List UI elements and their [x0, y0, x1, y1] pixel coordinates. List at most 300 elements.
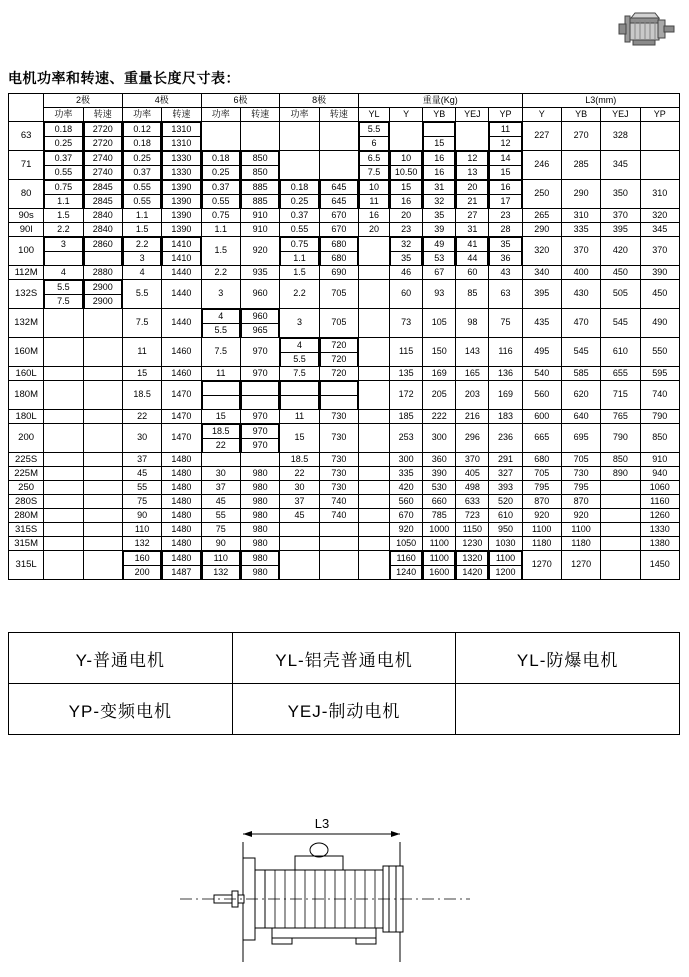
cell-l3-yb: 920 — [561, 509, 600, 523]
cell-speed-4pole: 1470 — [162, 424, 201, 453]
cell-weight-yp: 950 — [489, 523, 522, 537]
cell-l3-yb: 1100 — [561, 523, 600, 537]
cell-weight-yej-sub: 1420 — [457, 566, 488, 580]
cell-weight-yej-sub: 21 — [457, 195, 488, 209]
cell-l3-yb: 310 — [561, 209, 600, 223]
cell-power-4pole: 110 — [122, 523, 161, 537]
cell-l3-y: 560 — [522, 381, 561, 410]
cell-power-4pole: 15 — [122, 367, 161, 381]
cell-l3-yb: 430 — [561, 280, 600, 309]
table-row — [9, 410, 680, 424]
cell-l3-yp: 370 — [640, 237, 679, 266]
cell-power-4pole: 90 — [122, 509, 161, 523]
sub-header-speed-2: 转速 — [83, 108, 122, 122]
cell-power-4pole-sub: 0.25 — [123, 152, 160, 166]
cell-power-6pole — [201, 122, 240, 151]
cell-weight-yb-sub: 16 — [424, 152, 455, 166]
cell-speed-2pole — [83, 280, 122, 309]
cell-power-8pole — [280, 551, 319, 580]
sub-header-weight-yl: YL — [359, 108, 390, 122]
cell-power-4pole-sub: 0.55 — [123, 181, 160, 195]
cell-speed-2pole — [83, 551, 122, 580]
table-body — [9, 122, 680, 580]
cell-speed-2pole — [83, 467, 122, 481]
cell-weight-yl-sub: 10 — [360, 181, 389, 195]
cell-weight-yp: 43 — [489, 266, 522, 280]
cell-weight-yp: 75 — [489, 309, 522, 338]
cell-l3-yb: 640 — [561, 410, 600, 424]
table-row — [9, 180, 680, 209]
cell-power-8pole — [280, 523, 319, 537]
legend-row — [9, 633, 680, 684]
cell-weight-yp: 183 — [489, 410, 522, 424]
sub-header-weight-yp: YP — [489, 108, 522, 122]
cell-speed-6pole — [240, 180, 279, 209]
cell-speed-8pole-sub — [320, 396, 357, 410]
cell-speed-4pole-sub: 1310 — [163, 137, 200, 151]
cell-power-2pole: 1.5 — [44, 209, 83, 223]
cell-speed-2pole-sub — [84, 252, 121, 266]
cell-l3-yej — [601, 551, 640, 580]
cell-speed-8pole-sub: 680 — [320, 252, 357, 266]
cell-speed-4pole-sub: 1487 — [163, 566, 200, 580]
cell-speed-4pole: 1480 — [162, 453, 201, 467]
cell-weight-y-sub: 15 — [391, 181, 422, 195]
cell-power-2pole — [44, 495, 83, 509]
cell-weight-yl — [359, 453, 390, 467]
cell-weight-yl — [359, 151, 390, 180]
cell-weight-yp: 136 — [489, 367, 522, 381]
table-row — [9, 509, 680, 523]
cell-speed-4pole — [162, 551, 201, 580]
cell-weight-yej-sub: 20 — [457, 181, 488, 195]
cell-weight-yej: 216 — [456, 410, 489, 424]
cell-l3-yp: 1450 — [640, 551, 679, 580]
cell-weight-yl — [359, 410, 390, 424]
cell-speed-6pole: 920 — [240, 237, 279, 266]
cell-l3-yb: 545 — [561, 338, 600, 367]
table-row — [9, 381, 680, 410]
cell-speed-6pole-sub: 885 — [241, 181, 278, 195]
frame-size-cell: 112M — [9, 266, 44, 280]
cell-weight-yb-sub: 32 — [424, 195, 455, 209]
cell-power-2pole — [44, 180, 83, 209]
cell-speed-8pole — [319, 237, 358, 266]
cell-speed-8pole — [319, 151, 358, 180]
cell-weight-yl-sub: 6 — [360, 137, 389, 151]
cell-weight-yl — [359, 424, 390, 453]
spec-table — [8, 93, 680, 580]
cell-power-2pole: 2.2 — [44, 223, 83, 237]
frame-size-cell: 80 — [9, 180, 44, 209]
frame-size-cell: 280M — [9, 509, 44, 523]
cell-speed-6pole: 980 — [240, 495, 279, 509]
cell-weight-yej: 405 — [456, 467, 489, 481]
cell-speed-4pole: 1480 — [162, 537, 201, 551]
cell-speed-4pole-sub: 1390 — [163, 181, 200, 195]
cell-speed-4pole: 1440 — [162, 280, 201, 309]
cell-power-8pole-sub: 0.25 — [281, 195, 318, 209]
legend-cell-empty — [456, 684, 680, 735]
sub-header-weight-yb: YB — [423, 108, 456, 122]
cell-weight-yej: 27 — [456, 209, 489, 223]
cell-weight-yb: 222 — [423, 410, 456, 424]
group-header-l3: L3(mm) — [522, 94, 679, 108]
cell-weight-yb: 785 — [423, 509, 456, 523]
cell-speed-2pole — [83, 453, 122, 467]
cell-l3-yp: 910 — [640, 453, 679, 467]
cell-speed-6pole — [240, 122, 279, 151]
cell-l3-yej — [601, 509, 640, 523]
cell-weight-yp-sub: 14 — [490, 152, 521, 166]
cell-weight-y: 253 — [390, 424, 423, 453]
cell-weight-yb — [423, 122, 456, 151]
table-row — [9, 209, 680, 223]
cell-speed-6pole — [240, 309, 279, 338]
table-row — [9, 237, 680, 266]
cell-power-2pole — [44, 381, 83, 410]
cell-weight-yej — [456, 180, 489, 209]
frame-size-cell: 225M — [9, 467, 44, 481]
table-row — [9, 151, 680, 180]
motor-drawing — [0, 812, 689, 972]
cell-speed-6pole: 960 — [240, 280, 279, 309]
cell-weight-yej-sub: 44 — [457, 252, 488, 266]
cell-l3-yp: 740 — [640, 381, 679, 410]
cell-l3-yb: 285 — [561, 151, 600, 180]
cell-speed-4pole-sub: 1390 — [163, 195, 200, 209]
cell-speed-6pole: 970 — [240, 367, 279, 381]
table-row — [9, 537, 680, 551]
cell-speed-4pole: 1460 — [162, 338, 201, 367]
cell-weight-yp: 169 — [489, 381, 522, 410]
cell-weight-yb: 150 — [423, 338, 456, 367]
cell-l3-yej: 545 — [601, 309, 640, 338]
cell-weight-yp-sub: 35 — [490, 238, 521, 252]
cell-speed-6pole-sub: 970 — [241, 439, 278, 453]
cell-l3-yb: 730 — [561, 467, 600, 481]
legend-table — [8, 632, 680, 735]
cell-l3-y: 227 — [522, 122, 561, 151]
cell-speed-8pole — [319, 180, 358, 209]
cell-l3-yej — [601, 523, 640, 537]
cell-weight-y — [390, 237, 423, 266]
sub-header-power-2: 功率 — [44, 108, 83, 122]
cell-weight-yb: 360 — [423, 453, 456, 467]
cell-l3-yb: 585 — [561, 367, 600, 381]
cell-power-2pole-sub: 0.37 — [45, 152, 82, 166]
cell-weight-yb-sub: 1100 — [424, 552, 455, 566]
cell-speed-6pole — [240, 381, 279, 410]
cell-power-8pole: 7.5 — [280, 367, 319, 381]
cell-weight-yb: 205 — [423, 381, 456, 410]
cell-weight-y-sub: 10.50 — [391, 166, 422, 180]
cell-power-2pole — [44, 467, 83, 481]
dimension-label-l3: L3 — [314, 816, 330, 831]
cell-weight-yp: 1030 — [489, 537, 522, 551]
table-row — [9, 551, 680, 580]
cell-power-4pole-sub: 0.55 — [123, 195, 160, 209]
sub-header-speed-8: 转速 — [319, 108, 358, 122]
cell-weight-yb-sub: 53 — [424, 252, 455, 266]
cell-l3-y: 1100 — [522, 523, 561, 537]
cell-weight-yl — [359, 237, 390, 266]
cell-weight-yl — [359, 537, 390, 551]
cell-power-4pole: 30 — [122, 424, 161, 453]
legend-cell-yl-alu: YL-铝壳普通电机 — [232, 633, 456, 684]
cell-weight-yl — [359, 367, 390, 381]
cell-weight-yl — [359, 467, 390, 481]
cell-power-4pole: 37 — [122, 453, 161, 467]
cell-power-2pole — [44, 523, 83, 537]
cell-l3-yej — [601, 537, 640, 551]
cell-power-8pole: 0.55 — [280, 223, 319, 237]
cell-l3-yej: 450 — [601, 266, 640, 280]
cell-weight-yp: 236 — [489, 424, 522, 453]
cell-power-2pole-sub: 0.25 — [45, 137, 82, 151]
cell-weight-yej: 31 — [456, 223, 489, 237]
cell-power-4pole: 75 — [122, 495, 161, 509]
cell-power-6pole: 1.5 — [201, 237, 240, 266]
cell-speed-8pole: 690 — [319, 266, 358, 280]
cell-weight-yej-sub: 1320 — [457, 552, 488, 566]
cell-power-8pole — [280, 151, 319, 180]
cell-l3-y: 290 — [522, 223, 561, 237]
frame-size-cell: 180L — [9, 410, 44, 424]
cell-power-6pole — [201, 180, 240, 209]
cell-power-4pole: 132 — [122, 537, 161, 551]
cell-speed-8pole: 670 — [319, 209, 358, 223]
cell-speed-6pole-sub: 965 — [241, 324, 278, 338]
cell-speed-2pole — [83, 338, 122, 367]
cell-power-2pole-sub: 5.5 — [45, 281, 82, 295]
cell-l3-yej: 505 — [601, 280, 640, 309]
cell-weight-y: 1050 — [390, 537, 423, 551]
cell-speed-2pole — [83, 509, 122, 523]
cell-weight-yej-sub: 12 — [457, 152, 488, 166]
cell-power-6pole-sub: 0.37 — [202, 181, 239, 195]
cell-l3-yb: 870 — [561, 495, 600, 509]
cell-speed-6pole: 970 — [240, 410, 279, 424]
cell-weight-yl — [359, 338, 390, 367]
cell-speed-6pole: 980 — [240, 509, 279, 523]
cell-weight-yl — [359, 266, 390, 280]
cell-weight-yl — [359, 122, 390, 151]
cell-power-8pole — [280, 180, 319, 209]
cell-weight-yp: 291 — [489, 453, 522, 467]
cell-l3-yej: 715 — [601, 381, 640, 410]
cell-power-8pole-sub: 4 — [281, 339, 318, 353]
cell-weight-yl — [359, 523, 390, 537]
cell-weight-yl-sub: 5.5 — [360, 123, 389, 137]
cell-power-8pole: 2.2 — [280, 280, 319, 309]
cell-l3-y: 680 — [522, 453, 561, 467]
cell-weight-y: 23 — [390, 223, 423, 237]
cell-power-8pole-sub: 0.18 — [281, 181, 318, 195]
cell-weight-yej-sub: 41 — [457, 238, 488, 252]
cell-weight-yb-sub: 31 — [424, 181, 455, 195]
cell-speed-8pole: 720 — [319, 367, 358, 381]
cell-power-4pole: 18.5 — [122, 381, 161, 410]
cell-speed-4pole-sub: 1410 — [163, 238, 200, 252]
cell-power-6pole — [201, 381, 240, 410]
cell-speed-2pole — [83, 537, 122, 551]
cell-l3-yp: 850 — [640, 424, 679, 453]
cell-power-8pole-sub: 1.1 — [281, 252, 318, 266]
cell-speed-6pole-sub: 850 — [241, 166, 278, 180]
cell-weight-yl-sub: 6.5 — [360, 152, 389, 166]
cell-l3-yp: 595 — [640, 367, 679, 381]
cell-power-6pole-sub: 0.25 — [202, 166, 239, 180]
frame-size-cell: 280S — [9, 495, 44, 509]
cell-speed-8pole: 705 — [319, 280, 358, 309]
cell-l3-y: 540 — [522, 367, 561, 381]
cell-l3-y: 1270 — [522, 551, 561, 580]
cell-weight-y: 420 — [390, 481, 423, 495]
cell-weight-yb — [423, 237, 456, 266]
cell-l3-yb: 695 — [561, 424, 600, 453]
cell-power-2pole — [44, 481, 83, 495]
cell-power-8pole: 0.37 — [280, 209, 319, 223]
cell-power-6pole-sub: 4 — [202, 310, 239, 324]
cell-weight-yl — [359, 509, 390, 523]
cell-weight-y: 185 — [390, 410, 423, 424]
cell-power-4pole-sub: 3 — [123, 252, 160, 266]
cell-power-6pole — [201, 453, 240, 467]
cell-power-4pole-sub: 0.18 — [123, 137, 160, 151]
cell-power-2pole-sub: 0.18 — [45, 123, 82, 137]
cell-power-6pole: 3 — [201, 280, 240, 309]
cell-speed-2pole — [83, 309, 122, 338]
cell-power-4pole — [122, 237, 161, 266]
sub-header-l3-yp: YP — [640, 108, 679, 122]
cell-weight-yp-sub: 12 — [490, 137, 521, 151]
cell-weight-yej: 98 — [456, 309, 489, 338]
cell-l3-yej: 420 — [601, 237, 640, 266]
cell-power-6pole: 37 — [201, 481, 240, 495]
cell-l3-yp: 390 — [640, 266, 679, 280]
table-row — [9, 266, 680, 280]
cell-l3-y: 665 — [522, 424, 561, 453]
cell-weight-y: 60 — [390, 280, 423, 309]
cell-power-4pole-sub: 0.12 — [123, 123, 160, 137]
cell-weight-yb: 530 — [423, 481, 456, 495]
cell-speed-6pole: 980 — [240, 481, 279, 495]
cell-speed-4pole: 1440 — [162, 309, 201, 338]
cell-weight-y — [390, 151, 423, 180]
cell-weight-yp: 520 — [489, 495, 522, 509]
group-header-row — [9, 94, 680, 108]
cell-weight-yej: 203 — [456, 381, 489, 410]
cell-power-2pole-sub: 7.5 — [45, 295, 82, 309]
cell-power-8pole-sub: 5.5 — [281, 353, 318, 367]
cell-speed-8pole: 730 — [319, 481, 358, 495]
cell-speed-6pole-sub: 960 — [241, 310, 278, 324]
cell-l3-yej: 610 — [601, 338, 640, 367]
cell-weight-yp-sub: 17 — [490, 195, 521, 209]
cell-l3-yej: 370 — [601, 209, 640, 223]
page-title: 电机功率和转速、重量长度尺寸表： — [8, 70, 240, 86]
cell-power-8pole: 37 — [280, 495, 319, 509]
cell-weight-y — [390, 122, 423, 151]
sub-header-speed-6: 转速 — [240, 108, 279, 122]
cell-speed-2pole — [83, 122, 122, 151]
group-header-6pole: 6极 — [201, 94, 280, 108]
cell-speed-4pole-sub: 1330 — [163, 152, 200, 166]
sub-header-power-4: 功率 — [122, 108, 161, 122]
cell-weight-yl — [359, 381, 390, 410]
cell-weight-yej — [456, 151, 489, 180]
cell-weight-yb-sub: 49 — [424, 238, 455, 252]
legend-row — [9, 684, 680, 735]
cell-power-2pole — [44, 509, 83, 523]
frame-size-cell: 180M — [9, 381, 44, 410]
cell-power-8pole — [280, 537, 319, 551]
cell-speed-4pole: 1480 — [162, 467, 201, 481]
cell-weight-yp: 327 — [489, 467, 522, 481]
cell-l3-y: 795 — [522, 481, 561, 495]
cell-power-2pole-sub: 1.1 — [45, 195, 82, 209]
cell-weight-yej: 370 — [456, 453, 489, 467]
frame-size-cell: 160L — [9, 367, 44, 381]
cell-speed-4pole: 1480 — [162, 481, 201, 495]
sub-header-power-8: 功率 — [280, 108, 319, 122]
table-row — [9, 338, 680, 367]
legend-cell-yej: YEJ-制动电机 — [232, 684, 456, 735]
sub-header-weight-y: Y — [390, 108, 423, 122]
cell-weight-yb-sub: 16 — [424, 166, 455, 180]
cell-weight-yl — [359, 180, 390, 209]
cell-power-8pole: 45 — [280, 509, 319, 523]
cell-power-6pole-sub — [202, 396, 239, 410]
cell-l3-yb: 370 — [561, 237, 600, 266]
cell-power-6pole: 2.2 — [201, 266, 240, 280]
cell-weight-yp: 28 — [489, 223, 522, 237]
table-row — [9, 453, 680, 467]
cell-weight-yb: 39 — [423, 223, 456, 237]
group-header-weight: 重量(Kg) — [359, 94, 523, 108]
cell-speed-8pole: 670 — [319, 223, 358, 237]
cell-weight-yej: 723 — [456, 509, 489, 523]
cell-weight-yp — [489, 237, 522, 266]
cell-speed-2pole — [83, 180, 122, 209]
cell-power-2pole-sub: 3 — [45, 238, 82, 252]
cell-weight-y: 670 — [390, 509, 423, 523]
cell-power-2pole — [44, 151, 83, 180]
cell-weight-yp: 116 — [489, 338, 522, 367]
cell-power-8pole: 22 — [280, 467, 319, 481]
cell-weight-yl — [359, 280, 390, 309]
cell-l3-yb: 270 — [561, 122, 600, 151]
cell-power-2pole — [44, 537, 83, 551]
cell-weight-yb — [423, 180, 456, 209]
cell-weight-y: 115 — [390, 338, 423, 367]
cell-l3-y: 340 — [522, 266, 561, 280]
cell-speed-4pole-sub: 1410 — [163, 252, 200, 266]
cell-speed-6pole-sub: 980 — [241, 552, 278, 566]
cell-power-2pole-sub: 0.75 — [45, 181, 82, 195]
cell-speed-6pole — [240, 551, 279, 580]
cell-speed-8pole: 730 — [319, 467, 358, 481]
cell-weight-yej: 633 — [456, 495, 489, 509]
cell-l3-yej: 328 — [601, 122, 640, 151]
cell-power-6pole: 1.1 — [201, 223, 240, 237]
cell-speed-6pole: 980 — [240, 537, 279, 551]
cell-power-6pole: 7.5 — [201, 338, 240, 367]
cell-power-6pole-sub: 18.5 — [202, 425, 239, 439]
cell-power-6pole: 55 — [201, 509, 240, 523]
cell-weight-yl — [359, 495, 390, 509]
